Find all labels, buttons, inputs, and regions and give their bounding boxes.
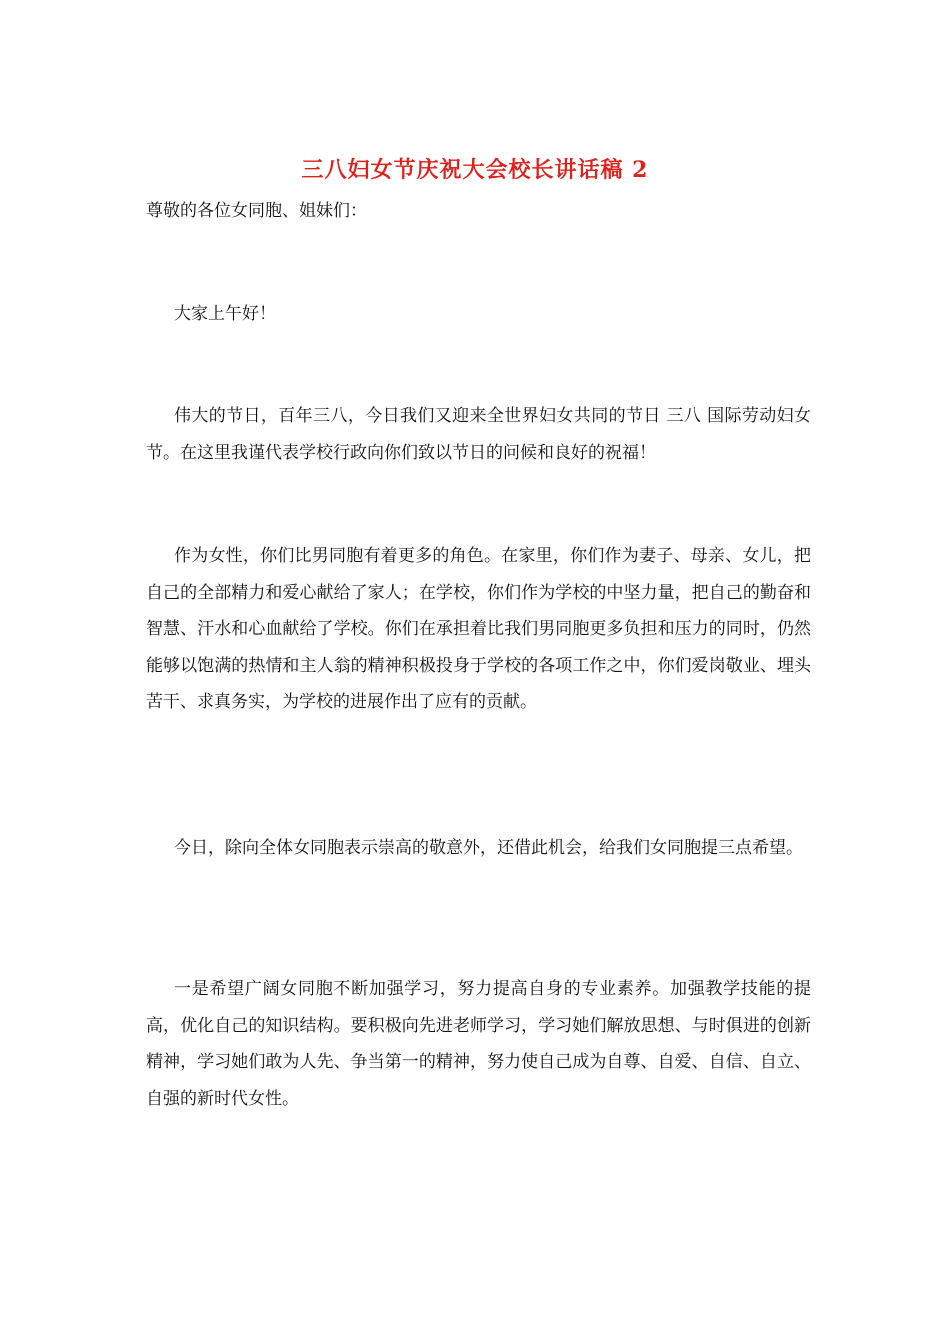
paragraph-hopes-intro: 今日，除向全体女同胞表示崇高的敬意外，还借此机会，给我们女同胞提三点希望。	[174, 838, 803, 858]
paragraph-roles: 作为女性，你们比男同胞有着更多的角色。在家里，你们作为妻子、母亲、女儿，把自己的全部精力和爱心献给了家人；在学校，你们作为学校的中坚力量，把自己的勤奋和智慧、汗水和心血献给了学校。你们在承担着比我们男同胞更多负担和压力的同时，仍然能够以饱满的热情和主人翁的精神积极投身于学校的各项工作之中，你们爱岗敬业、埋头苦干、求真务实，为学校的进展作出了应有的贡献。	[146, 546, 811, 712]
paragraph-festival: 伟大的节日，百年三八，今日我们又迎来全世界妇女共同的节日 三八 国际劳动妇女节。在这里我谨代表学校行政向你们致以节日的问候和良好的祝福！	[146, 406, 811, 463]
document-title: 三八妇女节庆祝大会校长讲话稿 2	[301, 157, 649, 183]
salutation: 尊敬的各位女同胞、姐妹们：	[146, 201, 367, 221]
paragraph-greeting: 大家上午好！	[174, 304, 276, 324]
paragraph-hope-one: 一是希望广阔女同胞不断加强学习，努力提高自身的专业素养。加强教学技能的提高，优化自己的知识结构。要积极向先进老师学习，学习她们解放思想、与时俱进的创新精神，学习她们敢为人先、争当第一的精神，努力使自己成为自尊、自爱、自信、自立、自强的新时代女性。	[146, 979, 811, 1109]
